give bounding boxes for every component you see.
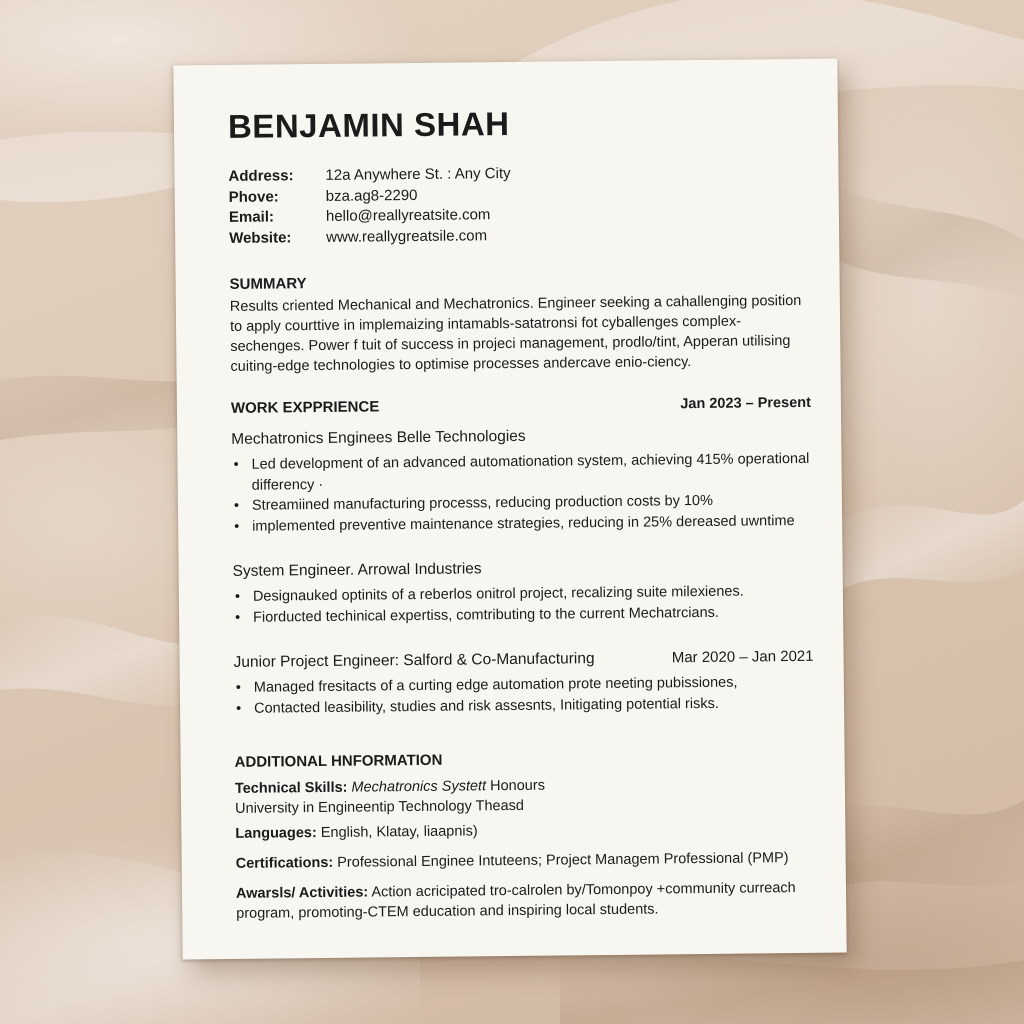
work-heading: WORK EXPPRIENCE (230, 398, 380, 417)
job-title-row (233, 555, 813, 583)
job-title: System Engineer. Arrowal Industries (232, 560, 482, 580)
job-bullet: • Fiorducted techinical expertiss, comtributing to the current Mechatrcians. (233, 601, 813, 628)
contact-label: Email: (228, 208, 275, 226)
contact-details (228, 161, 809, 249)
languages-label: Languages: (235, 825, 317, 842)
contact-label: Website: (229, 228, 292, 247)
job-bullet: • Led development of an advanced automationation system, achieving 415% operational differency · (231, 449, 811, 496)
job-bullets (231, 449, 812, 537)
technical-skills-row (235, 773, 815, 819)
job-date-range: Mar 2020 – Jan 2021 (671, 647, 814, 667)
additional-information-section (235, 747, 817, 924)
job-bullets (234, 672, 814, 719)
job-entry (233, 646, 814, 719)
job-bullet: • implemented preventive maintenance strategies, reducing in 25% dereased uwntime (232, 510, 812, 537)
contact-label: Address: (228, 167, 294, 185)
job-title: Junior Project Engineer: Salford & Co-Manufacturing (233, 650, 595, 671)
job-bullet: • Streamiined manufacturing processs, reducing production costs by 10% (232, 490, 812, 517)
certifications-value: Professional Enginee Intuteens; Project Managem Professional (PMP) (333, 850, 789, 871)
job-entry (233, 555, 814, 628)
resume-page (173, 59, 846, 960)
job-entry (231, 423, 812, 537)
technical-skills-label: Technical Skills: (234, 779, 348, 797)
technical-skills-value-rest: Honours (485, 777, 545, 795)
contact-label: Phove: (228, 187, 279, 206)
job-title-row (233, 646, 813, 674)
certifications-row (236, 848, 816, 874)
work-date-range: Jan 2023 – Present (680, 394, 811, 413)
awards-value: Action acricipated tro-calrolen by/Tomonpoy +community curreach program, promoting-CTEM education and inspiring local students. (236, 880, 796, 922)
awards-row (236, 878, 816, 924)
awards-label: Awarsls/ Activities: (235, 884, 369, 902)
job-bullets (233, 581, 813, 628)
contact-value: 12a Anywhere St. : Any City (325, 164, 511, 184)
certifications-label: Certifications: (235, 854, 334, 872)
job-bullet: • Managed fresitacts of a curting edge automation prote neeting pubissiones, (234, 672, 814, 699)
summary-text: Results criented Mechanical and Mechatronics. Engineer seeking a cahallenging position to apply courttive in implemaizing intamabls-satatronsi fot cyballenges complex-sechenges. Power f tuit of success in projeci management, prodlo/tint, Apperan utilising cuiting-edge technologies to optimise processes andercave enio-ciency. (229, 292, 802, 375)
technical-skills-value: Mechatronics Systett (351, 778, 487, 796)
job-title-row (231, 423, 811, 451)
languages-row (235, 818, 815, 844)
work-experience-section (231, 393, 814, 719)
job-title: Mechatronics Enginees Belle Technologies (231, 427, 526, 448)
candidate-name: BENJAMIN SHAH (227, 104, 510, 145)
technical-skills-line2: University in Engineentip Technology Theasd (235, 797, 525, 817)
summary-section (230, 269, 811, 377)
job-bullet: • Contacted leasibility, studies and risk assesnts, Initigating potential risks. (234, 692, 814, 719)
additional-heading: ADDITIONAL HNFORMATION (234, 751, 443, 771)
contact-value: www.reallygreatsile.com (326, 226, 488, 246)
contact-value: bza.ag8-2290 (325, 186, 418, 205)
languages-value: English, Klatay, liaapnis) (316, 823, 478, 842)
work-heading-row (231, 393, 811, 419)
job-bullet: • Designauked optinits of a reberlos onitrol project, recalizing suite milexienes. (233, 581, 813, 608)
contact-value: hello@reallyreatsite.com (325, 206, 491, 225)
resume-content (228, 101, 817, 924)
summary-heading: SUMMARY (229, 275, 307, 293)
